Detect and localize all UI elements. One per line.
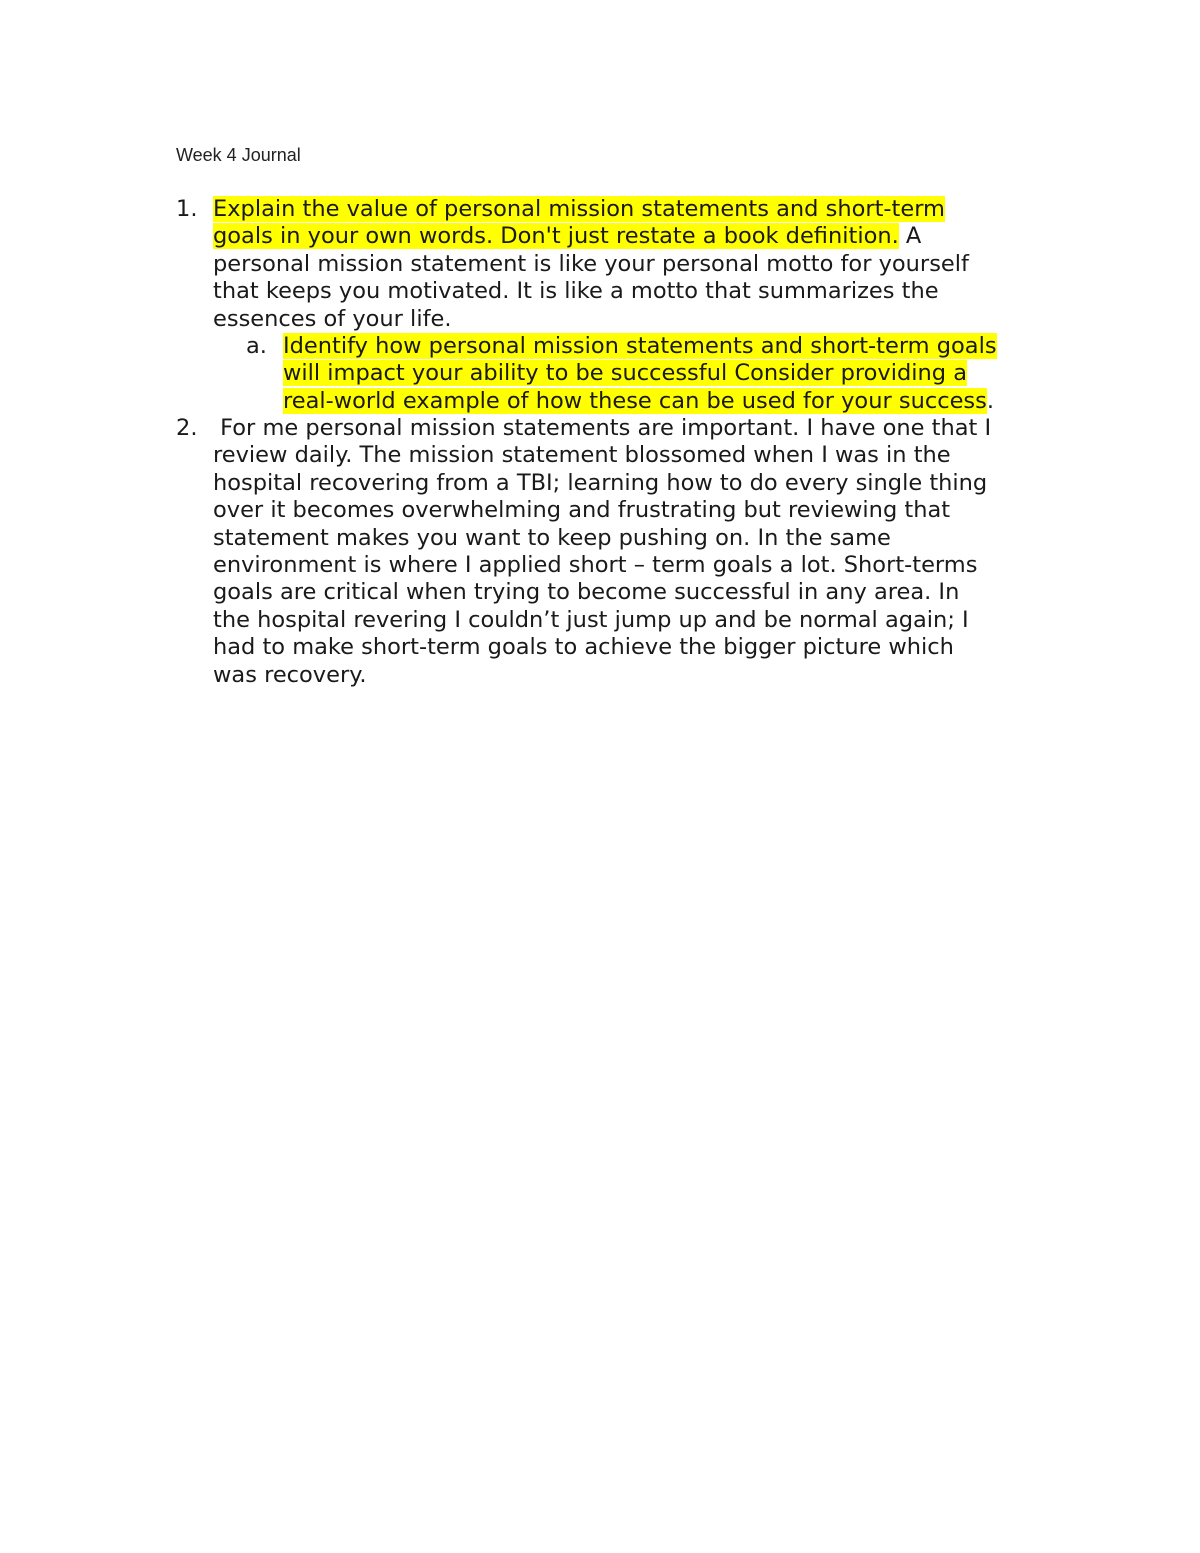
document-title: Week 4 Journal xyxy=(176,145,301,165)
question-1a-highlight-2: will impact your ability to be successful Consider providing a xyxy=(283,360,967,387)
answer-2-line-4: over it becomes overwhelming and frustrating but reviewing that xyxy=(213,497,951,524)
answer-2-line-8: the hospital revering I couldn’t just jump up and be normal again; I xyxy=(213,606,969,633)
sub-list-letter-a: a. xyxy=(246,333,267,359)
list-item-1-text xyxy=(213,196,969,333)
question-1a-line-3 xyxy=(283,388,997,415)
answer-1-line-1: personal mission statement is like your personal motto for yourself xyxy=(213,250,969,277)
answer-2-line-2: review daily. The mission statement blossomed when I was in the xyxy=(213,442,951,469)
question-1a-period: . xyxy=(986,387,995,414)
answer-1-line-3: essences of your life. xyxy=(213,305,452,332)
list-number-2: 2. xyxy=(176,415,198,441)
question-1a-highlight-3: real-world example of how these can be used for your success xyxy=(283,387,987,414)
question-1-highlight-1: Explain the value of personal mission statements and short-term xyxy=(213,196,945,222)
answer-1-start: A xyxy=(898,223,922,250)
question-1-line-1 xyxy=(213,196,969,223)
list-number-1: 1. xyxy=(176,196,198,222)
answer-2-line-6: environment is where I applied short – term goals a lot. Short-terms xyxy=(213,551,978,578)
question-1a-highlight-1: Identify how personal mission statements and short-term goals xyxy=(283,333,997,359)
question-1-line-2 xyxy=(213,223,969,250)
list-item-2-text xyxy=(213,415,991,689)
answer-2-line-7: goals are critical when trying to become successful in any area. In xyxy=(213,579,960,606)
answer-2-line-5: statement makes you want to keep pushing on. In the same xyxy=(213,524,891,551)
question-1a-line-1 xyxy=(283,333,997,360)
answer-1-line-2: that keeps you motivated. It is like a motto that summarizes the xyxy=(213,278,939,305)
answer-2-line-3: hospital recovering from a TBI; learning how to do every single thing xyxy=(213,469,988,496)
answer-2-line-1: For me personal mission statements are important. I have one that I xyxy=(213,415,992,441)
answer-2-line-9: had to make short-term goals to achieve the bigger picture which xyxy=(213,634,954,661)
question-1a-line-2 xyxy=(283,360,997,387)
answer-2-line-10: was recovery. xyxy=(213,661,367,688)
sub-list-item-a-text xyxy=(283,333,997,415)
question-1-highlight-2: goals in your own words. Don't just restate a book definition. xyxy=(213,223,899,250)
